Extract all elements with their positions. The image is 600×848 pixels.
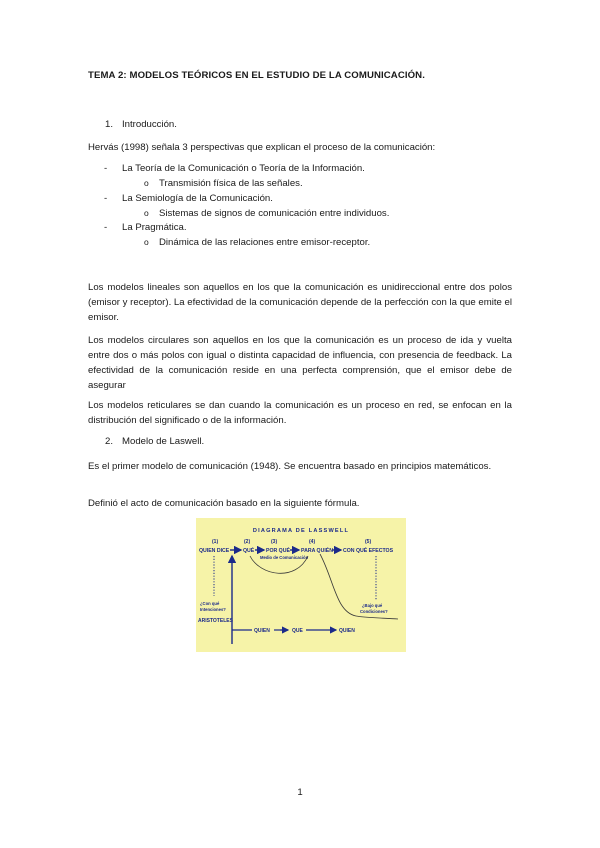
list-subitem xyxy=(144,178,303,189)
list-sub-marker: o xyxy=(144,237,149,247)
section-2-heading xyxy=(105,436,204,447)
section-1-title: Introducción. xyxy=(122,119,177,130)
lasswell-diagram xyxy=(196,518,406,652)
section-1-number: 1. xyxy=(105,119,114,130)
diagram-intenciones-line2: Intenciones? xyxy=(200,607,226,612)
lasswell-diagram-svg xyxy=(196,518,406,652)
section-1-heading xyxy=(105,119,177,130)
diagram-condiciones-line2: Condiciones? xyxy=(360,609,388,614)
list-item xyxy=(104,193,273,204)
diagram-number: (4) xyxy=(309,539,316,545)
list-item-label: La Semiología de la Comunicación. xyxy=(122,193,273,204)
list-sub-marker: o xyxy=(144,208,149,218)
diagram-step-con-que-efectos: CON QUÉ EFECTOS xyxy=(343,548,394,554)
paragraph-laswell: Es el primer modelo de comunicación (1948). Se encuentra basado en principios matemáticos. xyxy=(88,461,492,472)
diagram-aristoteles: ARISTOTELES xyxy=(198,618,233,624)
diagram-intenciones-line1: ¿Con qué xyxy=(200,601,220,606)
diagram-step-quien-dice: QUIEN DICE xyxy=(199,548,230,554)
list-subitem-label: Sistemas de signos de comunicación entre individuos. xyxy=(159,208,390,219)
diagram-number: (1) xyxy=(212,539,219,545)
list-sub-marker: o xyxy=(144,178,149,188)
list-item-label: La Teoría de la Comunicación o Teoría de la Información. xyxy=(122,163,365,174)
paragraph-reticulares: Los modelos reticulares se dan cuando la comunicación es un proceso en red, se enfocan en la distribución del significado o de la información. xyxy=(88,400,512,426)
list-item-label: La Pragmática. xyxy=(122,222,187,233)
diagram-condiciones-line1: ¿Bajo qué xyxy=(362,603,383,608)
diagram-step-para-quien: PARA QUIÉN xyxy=(301,548,333,554)
diagram-step-por-que: POR QUÉ xyxy=(266,548,290,554)
diagram-number: (3) xyxy=(271,539,278,545)
diagram-step-que: QUÉ xyxy=(243,548,255,554)
diagram-bottom-quien: QUIEN xyxy=(254,628,270,634)
page-number: 1 xyxy=(297,787,303,798)
diagram-bottom-que: QUE xyxy=(292,628,303,634)
list-subitem-label: Dinámica de las relaciones entre emisor-receptor. xyxy=(159,237,371,248)
list-subitem-label: Transmisión física de las señales. xyxy=(159,178,303,189)
paragraph-circulares: Los modelos circulares son aquellos en los que la comunicación es un proceso de ida y vuelta entre dos o más polos con igual o distinta capacidad de influencia, con presencia de feedback. La efectividad de la comunicación reside en una perfecta comprensión, que el emisor debe de asegurar xyxy=(88,335,512,391)
diagram-title: DIAGRAMA DE LASSWELL xyxy=(252,528,350,534)
diagram-number: (2) xyxy=(244,539,251,545)
list-marker: - xyxy=(104,163,108,174)
list-item xyxy=(104,163,365,174)
diagram-bottom-quien-2: QUIEN xyxy=(339,628,355,634)
diagram-number: (5) xyxy=(365,539,372,545)
list-item xyxy=(104,222,187,233)
section-2-title: Modelo de Laswell. xyxy=(122,436,205,447)
section-2-number: 2. xyxy=(105,436,114,447)
list-subitem xyxy=(144,208,390,219)
intro-paragraph: Hervás (1998) señala 3 perspectivas que explican el proceso de la comunicación: xyxy=(88,142,436,153)
list-marker: - xyxy=(104,193,108,204)
list-subitem xyxy=(144,237,371,248)
document-title: TEMA 2: MODELOS TEÓRICOS EN EL ESTUDIO DE LA COMUNICACIÓN. xyxy=(88,70,425,81)
list-marker: - xyxy=(104,222,108,233)
paragraph-lineales: Los modelos lineales son aquellos en los que la comunicación es unidireccional entre dos polos (emisor y receptor). La efectividad de la comunicación depende de la perfección con la que emite el emisor. xyxy=(88,282,512,323)
diagram-medio: Medio de Comunicación xyxy=(260,555,309,560)
paragraph-formula: Definió el acto de comunicación basado en la siguiente fórmula. xyxy=(88,498,360,509)
